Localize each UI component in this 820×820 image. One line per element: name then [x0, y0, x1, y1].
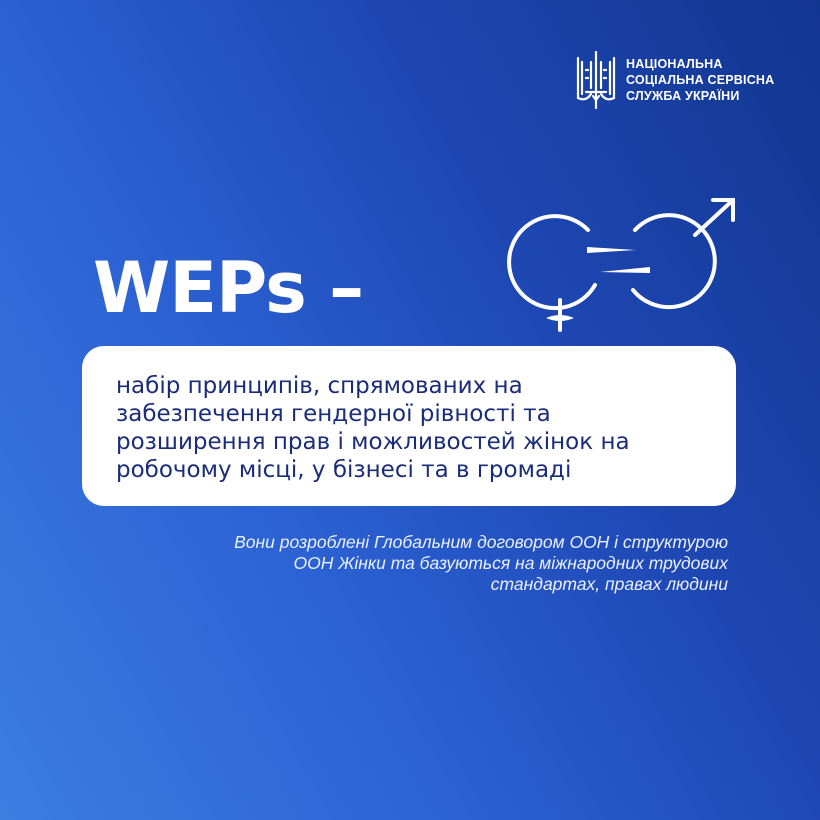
definition-card	[82, 346, 736, 506]
logo	[574, 48, 774, 112]
logo-line: СОЦІАЛЬНА СЕРВІСНА	[626, 73, 775, 87]
card-text-line: забезпечення гендерної рівності та	[116, 401, 551, 427]
logo-line: СЛУЖБА УКРАЇНИ	[626, 89, 740, 103]
note-text	[88, 532, 728, 595]
card-text-line: робочому місці, у бізнесі та в громаді	[116, 457, 572, 483]
note-line: Вони розроблені Глобальним договором ООН і структурою	[234, 532, 728, 552]
headline: WEPs –	[93, 247, 364, 329]
trident-emblem-icon	[574, 48, 618, 112]
card-text-line: розширення прав і можливостей жінок на	[116, 429, 630, 455]
logo-text	[626, 56, 774, 104]
logo-line: НАЦІОНАЛЬНА	[626, 57, 723, 71]
note-line: стандартах, правах людини	[490, 574, 728, 594]
note-line: ООН Жінки та базуються на міжнародних трудових	[293, 553, 728, 573]
card-text-line: набір принципів, спрямованих на	[116, 373, 523, 399]
gender-equality-symbol-icon	[505, 190, 755, 340]
